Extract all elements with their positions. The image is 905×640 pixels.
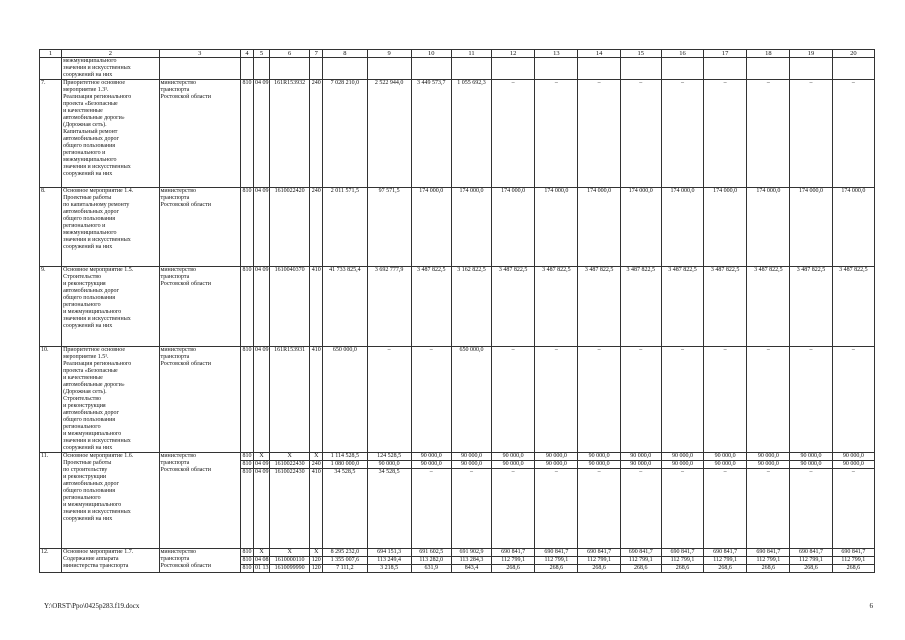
- value-cell: 90 000,0: [747, 461, 790, 469]
- value-cell: 90 000,0: [411, 453, 451, 461]
- value-cell: 3 487 822,5: [620, 267, 661, 347]
- value-cell: 90 000,0: [832, 453, 874, 461]
- executor: министерство транспорта Ростовской области: [159, 453, 240, 549]
- code-cell: 04 09: [253, 80, 269, 188]
- value-cell: 3 487 822,5: [578, 267, 620, 347]
- value-cell: 174 000,0: [832, 188, 874, 267]
- value-cell: –: [747, 347, 790, 453]
- code-cell: 1610022420: [270, 188, 310, 267]
- code-cell: X: [310, 453, 323, 461]
- column-header: 16: [661, 50, 703, 58]
- column-header: 14: [578, 50, 620, 58]
- value-cell: 3 487 822,5: [747, 267, 790, 347]
- value-cell: 690 841,7: [535, 549, 578, 557]
- value-cell: 3 487 822,5: [411, 267, 451, 347]
- code-cell: 410: [310, 267, 323, 347]
- value-cell: 691 602,5: [411, 549, 451, 557]
- value-cell: 90 000,0: [790, 453, 832, 461]
- value-cell: –: [832, 469, 874, 549]
- column-header: 2: [62, 50, 159, 58]
- cell: [253, 58, 269, 80]
- code-cell: 810: [240, 347, 253, 453]
- value-cell: 268,6: [492, 565, 535, 573]
- value-cell: 268,6: [661, 565, 703, 573]
- value-cell: 268,6: [578, 565, 620, 573]
- header-row: [40, 50, 875, 58]
- code-cell: X: [253, 549, 269, 557]
- code-cell: 410: [310, 469, 323, 549]
- executor: министерство транспорта Ростовской области: [159, 549, 240, 573]
- value-cell: –: [367, 347, 411, 453]
- code-cell: 810: [240, 565, 253, 573]
- column-header: 13: [535, 50, 578, 58]
- cell: [40, 58, 62, 80]
- value-cell: 112 799,1: [492, 557, 535, 565]
- code-cell: 240: [310, 188, 323, 267]
- table-row: [40, 267, 875, 347]
- column-header: 6: [270, 50, 310, 58]
- code-cell: X: [310, 549, 323, 557]
- value-cell: –: [832, 347, 874, 453]
- measure-name: Основное мероприятие 1.4. Проектные работы по капитальному ремонту автомобильных дорог общего пользования регионального и межмуниципального значения и искусственных сооружений на них: [62, 188, 159, 267]
- column-header: 7: [310, 50, 323, 58]
- code-cell: 04 09: [254, 461, 269, 467]
- value-cell: 3 487 822,5: [704, 267, 747, 347]
- table-row: [40, 549, 875, 557]
- value-cell: 113 249,4: [367, 557, 411, 565]
- value-cell: –: [411, 347, 451, 453]
- value-cell: –: [578, 469, 620, 549]
- cell: [310, 58, 323, 80]
- value-cell: –: [411, 469, 451, 549]
- value-cell: 268,6: [620, 565, 661, 573]
- value-cell: 690 841,7: [661, 549, 703, 557]
- value-cell: 690 841,7: [747, 549, 790, 557]
- value-cell: 90 000,0: [451, 453, 491, 461]
- value-cell: 650 000,0: [451, 347, 491, 453]
- value-cell: 34 528,5: [367, 469, 411, 549]
- value-cell: 124 528,5: [367, 453, 411, 461]
- code-cell: 810: [240, 188, 253, 267]
- code-cell: 810: [240, 453, 253, 461]
- column-header: 19: [790, 50, 832, 58]
- value-cell: –: [620, 347, 661, 453]
- value-cell: 3 449 573,7: [411, 80, 451, 188]
- value-cell: 690 841,7: [790, 549, 832, 557]
- continuation-row: [40, 58, 875, 80]
- value-cell: 1 355 007,6: [323, 557, 367, 565]
- row-number: 8.: [40, 188, 62, 267]
- value-cell: 90 000,0: [492, 461, 535, 469]
- value-cell: 1 114 528,5: [323, 453, 367, 461]
- value-cell: 1 080 000,0: [323, 461, 367, 469]
- value-cell: 631,9: [411, 565, 451, 573]
- measure-name: Основное мероприятие 1.6. Проектные работы по строительству и реконструкции автомобильных дорог общего пользования регионального и межмуниципального значения и искусственных сооружений на них: [62, 453, 159, 549]
- code-cell: 810: [240, 267, 253, 347]
- value-cell: 3 487 822,5: [492, 267, 535, 347]
- column-header: 9: [367, 50, 411, 58]
- value-cell: 90 000,0: [578, 461, 620, 469]
- value-cell: 113 284,3: [451, 557, 491, 565]
- value-cell: 112 799,1: [832, 557, 874, 565]
- column-header: 12: [492, 50, 535, 58]
- value-cell: 90 000,0: [832, 461, 874, 469]
- value-cell: 2 522 944,0: [367, 80, 411, 188]
- value-cell: 174 000,0: [747, 188, 790, 267]
- value-cell: 8 295 232,0: [323, 549, 367, 557]
- cell: [159, 58, 240, 80]
- value-cell: 97 571,5: [367, 188, 411, 267]
- code-cell: 161R153931: [270, 347, 310, 453]
- value-cell: 90 000,0: [451, 461, 491, 469]
- value-cell: 90 000,0: [704, 461, 747, 469]
- value-cell: 268,6: [832, 565, 874, 573]
- cell: [367, 58, 411, 80]
- code-cell: 1610000110: [270, 557, 310, 565]
- value-cell: 112 799,1: [747, 557, 790, 565]
- code-cell: 120: [310, 557, 323, 565]
- value-cell: 843,4: [451, 565, 491, 573]
- column-header: 20: [832, 50, 874, 58]
- value-cell: –: [661, 80, 703, 188]
- cell: [240, 58, 253, 80]
- executor: министерство транспорта Ростовской области: [159, 267, 240, 347]
- code-cell: 161R153932: [270, 80, 310, 188]
- cell: [323, 58, 367, 80]
- value-cell: 112 799,1: [790, 557, 832, 565]
- value-cell: 268,6: [704, 565, 747, 573]
- code-cell: 810: [240, 549, 253, 557]
- value-cell: 690 841,7: [704, 549, 747, 557]
- code-cell: 1610022430: [270, 469, 310, 549]
- value-cell: –: [535, 80, 578, 188]
- value-cell: –: [747, 469, 790, 549]
- executor: министерство транспорта Ростовской области: [159, 347, 240, 453]
- value-cell: 3 218,5: [367, 565, 411, 573]
- column-header: 5: [253, 50, 269, 58]
- value-cell: –: [620, 80, 661, 188]
- column-header: 1: [40, 50, 62, 58]
- value-cell: 112 799,1: [704, 557, 747, 565]
- code-cell: 1610099990: [270, 565, 310, 573]
- value-cell: –: [790, 347, 832, 453]
- value-cell: –: [492, 80, 535, 188]
- value-cell: 690 841,7: [620, 549, 661, 557]
- code-cell: 1610040370: [270, 267, 310, 347]
- value-cell: 174 000,0: [578, 188, 620, 267]
- value-cell: 90 000,0: [411, 461, 451, 469]
- value-cell: –: [535, 469, 578, 549]
- value-cell: –: [790, 80, 832, 188]
- code-cell: 04 09: [253, 267, 269, 347]
- value-cell: 90 000,0: [790, 461, 832, 469]
- executor: министерство транспорта Ростовской области: [159, 188, 240, 267]
- value-cell: 3 692 777,9: [367, 267, 411, 347]
- code-cell: 120: [310, 565, 323, 573]
- value-cell: 3 487 822,5: [535, 267, 578, 347]
- value-cell: 174 000,0: [790, 188, 832, 267]
- code-cell: X: [253, 453, 269, 461]
- value-cell: 113 282,0: [411, 557, 451, 565]
- value-cell: 112 799,1: [535, 557, 578, 565]
- cell: [620, 58, 661, 80]
- value-cell: –: [832, 80, 874, 188]
- column-header: 15: [620, 50, 661, 58]
- value-cell: 690 841,7: [492, 549, 535, 557]
- value-cell: 3 487 822,5: [832, 267, 874, 347]
- value-cell: 174 000,0: [620, 188, 661, 267]
- code-cell: 04 09: [253, 188, 269, 267]
- cell: [451, 58, 491, 80]
- value-cell: 90 000,0: [535, 461, 578, 469]
- value-cell: 691 902,9: [451, 549, 491, 557]
- budget-table: [39, 49, 875, 573]
- value-cell: 34 528,5: [323, 469, 367, 549]
- table-row: [40, 80, 875, 188]
- code-cell: 810: [240, 461, 253, 469]
- value-cell: 174 000,0: [411, 188, 451, 267]
- value-cell: 90 000,0: [620, 453, 661, 461]
- code-cell: 1610022430: [270, 461, 310, 469]
- value-cell: 174 000,0: [704, 188, 747, 267]
- value-cell: 174 000,0: [661, 188, 703, 267]
- value-cell: –: [704, 347, 747, 453]
- value-cell: –: [661, 469, 703, 549]
- code-cell: 810: [240, 557, 253, 565]
- row-number: 11.: [40, 453, 62, 549]
- value-cell: 2 011 571,5: [323, 188, 367, 267]
- value-cell: 650 000,0: [323, 347, 367, 453]
- value-cell: 90 000,0: [661, 461, 703, 469]
- executor: министерство транспорта Ростовской области: [159, 80, 240, 188]
- table-row: [40, 453, 875, 461]
- row-number: 7.: [40, 80, 62, 188]
- value-cell: –: [578, 347, 620, 453]
- value-cell: 268,6: [535, 565, 578, 573]
- continuation-text: межмуниципального значения и искусственных сооружений на них: [62, 58, 159, 80]
- value-cell: 90 000,0: [367, 461, 411, 469]
- page-number: 6: [869, 602, 873, 610]
- cell: [704, 58, 747, 80]
- code-cell: 01 13: [254, 565, 269, 571]
- cell: [535, 58, 578, 80]
- code-cell: 240: [310, 461, 323, 469]
- column-header: 18: [747, 50, 790, 58]
- value-cell: 268,6: [747, 565, 790, 573]
- value-cell: –: [790, 469, 832, 549]
- value-cell: 694 151,3: [367, 549, 411, 557]
- value-cell: –: [535, 347, 578, 453]
- code-cell: 04 09: [253, 469, 269, 549]
- measure-name: Приоритетное основное мероприятие 1.3¹. Реализация регионального проекта «Безопасные и качественные автомобильные дороги» (Дорожная сеть). Капитальный ремонт автомобильных дорог общего пользования регионального и межмуниципального значения и искусственных сооружений на них: [62, 80, 159, 188]
- value-cell: 3 487 822,5: [661, 267, 703, 347]
- code-cell: 04 09: [253, 347, 269, 453]
- column-header: 3: [159, 50, 240, 58]
- cell: [270, 58, 310, 80]
- column-header: 8: [323, 50, 367, 58]
- value-cell: 90 000,0: [492, 453, 535, 461]
- row-number: 9.: [40, 267, 62, 347]
- value-cell: 174 000,0: [451, 188, 491, 267]
- cell: [832, 58, 874, 80]
- value-cell: 90 000,0: [661, 453, 703, 461]
- table-row: [40, 188, 875, 267]
- code-cell: 410: [310, 347, 323, 453]
- measure-name: Основное мероприятие 1.5. Строительство и реконструкция автомобильных дорог общего пользования регионального и межмуниципального значения и искусственных сооружений на них: [62, 267, 159, 347]
- row-number: 10.: [40, 347, 62, 453]
- code-cell: 04 08: [254, 557, 269, 563]
- code-cell: X: [270, 453, 310, 461]
- value-cell: 3 487 822,5: [790, 267, 832, 347]
- value-cell: 690 841,7: [832, 549, 874, 557]
- table-row: [40, 347, 875, 453]
- value-cell: –: [704, 80, 747, 188]
- value-cell: –: [661, 347, 703, 453]
- value-cell: 690 841,7: [578, 549, 620, 557]
- value-cell: 112 799,1: [661, 557, 703, 565]
- value-cell: –: [578, 80, 620, 188]
- cell: [747, 58, 790, 80]
- column-header: 4: [240, 50, 253, 58]
- value-cell: 112 799,1: [578, 557, 620, 565]
- cell: [578, 58, 620, 80]
- code-cell: X: [270, 549, 310, 557]
- value-cell: 174 000,0: [535, 188, 578, 267]
- value-cell: 90 000,0: [578, 453, 620, 461]
- value-cell: 7 111,2: [323, 565, 367, 573]
- code-cell: 240: [310, 80, 323, 188]
- value-cell: –: [704, 469, 747, 549]
- value-cell: –: [492, 347, 535, 453]
- cell: [790, 58, 832, 80]
- cell: [661, 58, 703, 80]
- value-cell: 41 733 825,4: [323, 267, 367, 347]
- value-cell: 7 028 210,0: [323, 80, 367, 188]
- value-cell: –: [492, 469, 535, 549]
- value-cell: 1 055 692,3: [451, 80, 491, 188]
- column-header: 10: [411, 50, 451, 58]
- cell: [411, 58, 451, 80]
- row-number: 12.: [40, 549, 62, 573]
- value-cell: –: [747, 80, 790, 188]
- code-cell: 810: [240, 469, 253, 549]
- column-header: 11: [451, 50, 491, 58]
- value-cell: 90 000,0: [620, 461, 661, 469]
- value-cell: 112 799,1: [620, 557, 661, 565]
- document-path: Y:\ORST\Ppo\0425p283.f19.docx: [44, 602, 140, 610]
- measure-name: Основное мероприятие 1.7. Содержание аппарата министерства транспорта: [62, 549, 159, 573]
- value-cell: 90 000,0: [747, 453, 790, 461]
- value-cell: 3 162 822,5: [451, 267, 491, 347]
- measure-name: Приоритетное основное мероприятие 1.5¹. Реализация регионального проекта «Безопасные и качественные автомобильные дороги» (Дорожная сеть). Строительство и реконструкция автомобильных дорог общего пользования регионального и межмуниципального значения и искусственных сооружений на них: [62, 347, 159, 453]
- column-header: 17: [704, 50, 747, 58]
- code-cell: 810: [240, 80, 253, 188]
- cell: [492, 58, 535, 80]
- value-cell: 90 000,0: [535, 453, 578, 461]
- value-cell: –: [451, 469, 491, 549]
- value-cell: 90 000,0: [704, 453, 747, 461]
- value-cell: 268,6: [790, 565, 832, 573]
- value-cell: 174 000,0: [492, 188, 535, 267]
- value-cell: –: [620, 469, 661, 549]
